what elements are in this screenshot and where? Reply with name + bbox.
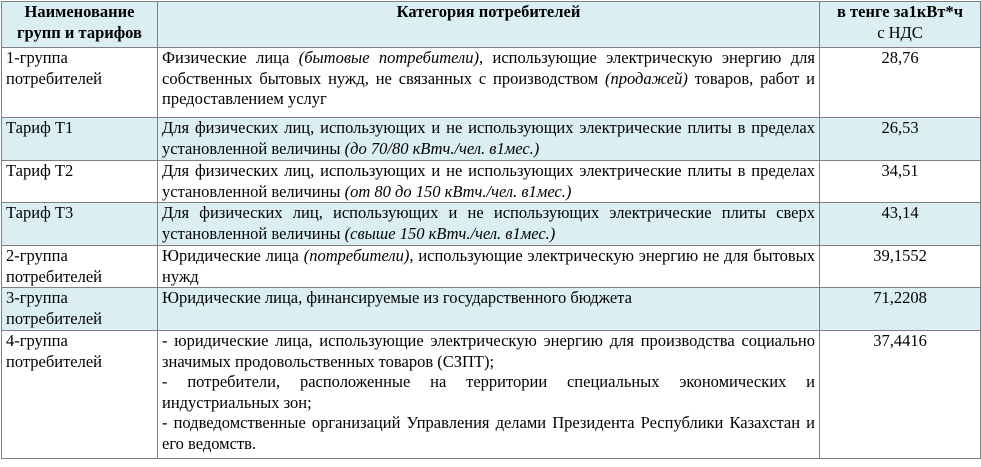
- category-text: товаров, работ и предоставлением услуг: [162, 68, 815, 108]
- category-italic: (бытовые потребители): [298, 48, 479, 67]
- group-name: Тариф Т1: [2, 118, 158, 161]
- price-cell: 43,14: [820, 203, 981, 246]
- category-italic: (свыше 150 кВтч./чел. в1мес.): [344, 223, 556, 243]
- group-name: Тариф Т2: [2, 161, 158, 203]
- category-text: , использующие электрическую энергию не для бытовых нужд: [162, 246, 815, 286]
- category-cell: [158, 203, 820, 246]
- category-cell: [158, 331, 820, 459]
- category-bullet: - подведомственные организаций Управления делами Президента Республики Казахстан и его ведомств.: [162, 413, 815, 453]
- category-cell: [158, 118, 820, 161]
- category-cell: [158, 48, 820, 118]
- category-text: Юридические лица, финансируемые из государственного бюджета: [162, 288, 632, 307]
- category-cell: [158, 288, 820, 331]
- category-bullet: - юридические лица, использующие электрическую энергию для производства социально значимых продовольственных товаров (СЗПТ);: [162, 331, 815, 371]
- category-text: Для физических лиц, использующих и не использующих электрические плиты сверх установленной величины: [162, 203, 815, 243]
- table-row: [2, 118, 981, 161]
- category-italic: (продажей): [605, 68, 688, 88]
- category-cell: [158, 246, 820, 288]
- group-name: 2-группа потребителей: [2, 246, 158, 288]
- table-row: [2, 246, 981, 288]
- header-price-unit: в тенге за1кВт*ч: [837, 2, 963, 21]
- header-price: [820, 2, 981, 48]
- table-row: [2, 288, 981, 331]
- category-italic: (до 70/80 кВтч./чел. в1мес.): [344, 138, 540, 158]
- tariff-table: [1, 1, 981, 459]
- category-text: Юридические лица: [162, 246, 304, 265]
- price-cell: 39,1552: [820, 246, 981, 288]
- price-cell: 26,53: [820, 118, 981, 161]
- category-italic: (от 80 до 150 кВтч./чел. в1мес.): [344, 181, 572, 201]
- table-row: [2, 203, 981, 246]
- group-name: 3-группа потребителей: [2, 288, 158, 331]
- price-cell: 37,4416: [820, 331, 981, 459]
- table-row: [2, 48, 981, 118]
- table-row: [2, 161, 981, 203]
- group-name: 4-группа потребителей: [2, 331, 158, 459]
- category-italic: (потребители): [303, 246, 410, 265]
- group-name: Тариф Т3: [2, 203, 158, 246]
- category-text: Для физических лиц, использующих и не использующих электрические плиты в пределах установленной величины: [162, 118, 815, 158]
- category-bullet: - потребители, расположенные на территории специальных экономических и индустриальных зон;: [162, 372, 815, 412]
- price-cell: 71,2208: [820, 288, 981, 331]
- category-cell: [158, 161, 820, 203]
- table-header-row: [2, 2, 981, 48]
- category-text: Физические лица: [162, 48, 299, 67]
- table-row: [2, 331, 981, 459]
- category-text: Для физических лиц, использующих и не использующих электрические плиты в пределах установленной величины: [162, 161, 815, 201]
- header-price-vat: с НДС: [877, 22, 923, 42]
- price-cell: 34,51: [820, 161, 981, 203]
- group-name: 1-группа потребителей: [2, 48, 158, 118]
- header-group: Наименование групп и тарифов: [2, 2, 158, 48]
- category-text: , использующие электрическую энергию для собственных бытовых нужд, не связанных с производством: [162, 48, 815, 88]
- price-cell: 28,76: [820, 48, 981, 118]
- header-category: Категория потребителей: [158, 2, 820, 48]
